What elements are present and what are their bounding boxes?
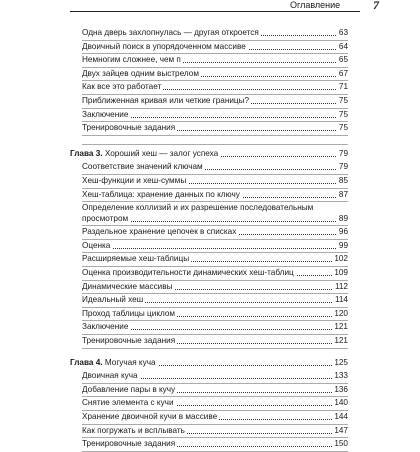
toc-entry[interactable] [82,254,348,264]
toc-entry-title-line2: просмотром [82,213,129,223]
toc-entry-title: Двоичная куча [82,371,138,381]
toc-entry[interactable] [82,371,348,381]
toc-entry-title: Соответствие значений ключам [82,162,203,172]
toc-entry-page: 75 [338,109,348,119]
page-number: 7 [373,0,379,12]
chapter-title-group [70,358,158,367]
dot-leader [82,248,348,249]
toc-entry-page: 147 [334,425,348,435]
toc-entry[interactable] [82,309,348,319]
toc-entry[interactable] [82,412,348,422]
entry-separator [82,53,348,54]
toc-entry-page: 133 [334,371,348,381]
running-header-title: Оглавление [290,0,341,10]
toc-entry-page: 121 [334,336,348,345]
toc-entry[interactable] [82,227,348,237]
toc-entry-title: Раздельное хранение цепочек в списках [82,227,237,237]
toc-entry-page: 65 [338,55,348,65]
toc-entry-title: Одна дверь захлопнулась — другая откроется [82,28,259,37]
toc-entry-page: 121 [334,322,348,332]
entry-separator [82,40,348,41]
toc-entry[interactable] [82,55,348,65]
chapter-heading[interactable] [70,149,348,159]
chapter-label: Глава 4. [70,357,103,367]
chapter-page: 79 [338,148,348,158]
toc-entry-page: 114 [334,295,348,305]
toc-entry[interactable] [82,439,348,449]
toc-entry-title: Как погружать и всплывать [82,425,185,435]
toc-entry-page: 63 [338,28,348,37]
toc-entry-multiline[interactable] [82,203,348,224]
toc-entry[interactable] [82,96,348,106]
toc-entry-title: Тренировочные задания [82,439,176,449]
entry-separator [82,334,348,335]
toc-entry-page: 79 [338,162,348,172]
toc-entry[interactable] [82,28,348,38]
toc-entry-page: 102 [334,254,348,264]
toc-entry-page: 75 [338,96,348,105]
toc-entry-title: Идеальный хеш [82,295,144,305]
toc-entry[interactable] [82,282,348,292]
entry-separator [82,67,348,68]
toc-entry-title: Немногим сложнее, чем п [82,55,181,65]
toc-entry-title: Проход таблицы циклом [82,308,176,318]
chapter-title: Хороший хеш — залог успеха [104,148,219,158]
toc-entry-title: Хеш-функции и хеш-суммы [82,176,187,185]
chapter-title-group [70,149,220,158]
toc-entry[interactable] [82,162,348,172]
toc-entry-title: Тренировочные задания [82,123,176,133]
entry-separator [82,424,348,425]
toc-entry[interactable] [82,322,348,332]
entry-separator [82,348,348,349]
toc-entry-title: Добавление пары в кучу [82,384,176,394]
toc-entry-page: 75 [338,123,348,133]
toc-entry-title: Динамические массивы [82,281,173,291]
toc-entry-page: 87 [338,189,348,199]
toc-entry-title-line1: Определение коллизий и их разрешение последовательным [82,203,314,213]
toc-entry-page: 67 [338,68,348,78]
toc-entry-page: 120 [334,308,348,318]
toc-entry[interactable] [82,82,348,92]
toc-entry-title: Приближенная кривая или четкие границы? [82,96,250,105]
toc-entry[interactable] [82,385,348,395]
entry-separator [82,94,348,95]
toc-entry-page: 89 [338,213,348,223]
toc-entry-page: 112 [334,281,348,291]
entry-separator [82,437,348,438]
toc-entry-page: 109 [334,268,348,277]
toc-entry-page: 136 [334,384,348,394]
toc-entry-page: 99 [338,240,348,250]
toc-entry-title: Расширяемые хеш-таблицы [82,254,190,264]
toc-entry[interactable] [82,268,348,278]
toc-entry-page: 96 [338,227,348,237]
toc-entry[interactable] [82,336,348,346]
toc-entry-page: 64 [338,41,348,51]
entry-separator [82,239,348,240]
toc-entry[interactable] [82,123,348,133]
toc-entry-page: 140 [334,398,348,408]
toc-entry[interactable] [82,69,348,79]
toc-entry[interactable] [82,190,348,200]
toc-entry-title: Снятие элемента с кучи [82,398,174,408]
toc-entry-title: Заключение [82,109,129,119]
toc-entry-page: 71 [338,82,348,92]
entry-separator [82,293,348,294]
toc-entry-title: Тренировочные задания [82,336,176,345]
toc-entry-page: 85 [338,176,348,185]
entry-separator [82,108,348,109]
entry-separator [82,174,348,175]
entry-separator [82,383,348,384]
entry-separator [82,188,348,189]
entry-separator [82,121,348,122]
toc-entry[interactable] [82,295,348,305]
entry-separator [82,280,348,281]
toc-entry[interactable] [82,110,348,120]
toc-entry[interactable] [82,241,348,251]
toc-entry-title: Заключение [82,322,129,332]
entry-separator [82,201,348,202]
entry-separator [82,135,348,136]
entry-separator [82,144,348,145]
toc-entry-page: 144 [334,412,348,421]
toc-entry-title: Двоичный поиск в упорядоченном массиве [82,41,246,51]
entry-separator [82,410,348,411]
toc-entry-page: 150 [334,439,348,449]
toc-entry-title: Хеш-таблица: хранение данных по ключу [82,189,240,199]
toc-entry-title: Оценка производительности динамических хеш-таблиц [82,268,294,277]
toc-entry[interactable] [82,176,348,186]
chapter-heading[interactable] [70,358,348,368]
toc-entry-title: Двух зайцев одним выстрелом [82,68,199,78]
toc-entry-title: Как все это работает [82,82,162,92]
toc-entry[interactable] [82,398,348,408]
toc-entry[interactable] [82,42,348,52]
entry-separator [82,307,348,308]
entry-separator [82,266,348,267]
toc-entry-title: Хранение двоичной кучи в массиве [82,412,218,421]
chapter-title: Могучая куча [104,357,156,367]
toc-entry[interactable] [82,426,348,436]
toc-entry-title: Оценка [82,240,111,250]
chapter-label: Глава 3. [70,148,103,158]
chapter-page: 125 [334,357,348,367]
